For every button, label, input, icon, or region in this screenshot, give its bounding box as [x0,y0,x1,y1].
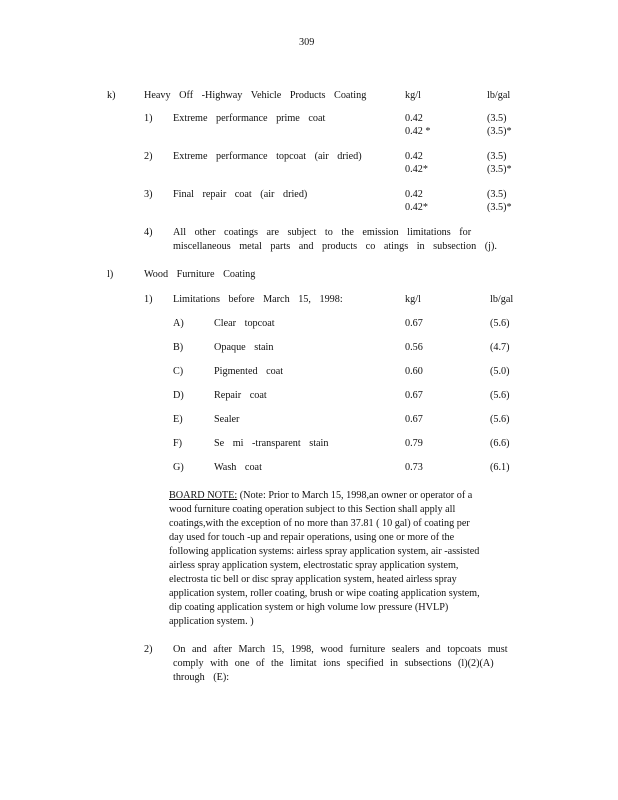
coating-row-lb: (5.6) [490,414,510,425]
section-k-unit-metric: kg/l [405,90,421,101]
board-note-first-line [169,489,529,503]
coating-row-letter: F) [173,438,183,449]
coating-row-lb: (4.7) [490,342,510,353]
page-number: 309 [299,37,315,48]
k-item-kg-value: 0.42 [405,189,423,200]
k-item-lb-value: (3.5) [487,189,507,200]
k-item-lb-value: (3.5) [487,113,507,124]
coating-row-kg: 0.73 [405,462,423,473]
coating-row-name: Opaque stain [214,342,274,353]
k-item-kg-value-alt: 0.42 * [405,126,431,137]
coating-row-lb: (5.0) [490,366,510,377]
board-note-line: day used for touch -up and repair operations, using one or more of the [169,532,455,543]
k-item4-line: All other coatings are subject to the emission limitations for [173,227,472,238]
coating-row-name: Clear topcoat [214,318,275,329]
l-sub1-label: Limitations before March 15, 1998: [173,294,343,305]
k-item-label: Final repair coat (air dried) [173,189,308,200]
k-item-lb-value: (3.5) [487,151,507,162]
coating-row-kg: 0.67 [405,414,423,425]
board-note-line: (Note: Prior to March 15, 1998,an owner or operator of a [237,490,473,501]
k-item4-line: miscellaneous metal parts and products co atings in subsection (j). [173,241,497,252]
k-item-number: 3) [144,189,153,200]
board-note-line: application system, roller coating, brush or wipe coating application system, [169,588,480,599]
k-item-lb-value-alt: (3.5)* [487,202,512,213]
coating-row-letter: A) [173,318,184,329]
k-item-number: 2) [144,151,153,162]
coating-row-letter: E) [173,414,183,425]
section-l-title: Wood Furniture Coating [144,269,256,280]
coating-row-letter: D) [173,390,184,401]
coating-row-kg: 0.79 [405,438,423,449]
k-item-lb-value-alt: (3.5)* [487,164,512,175]
l-sub1-number: 1) [144,294,153,305]
k-item-label: Extreme performance prime coat [173,113,326,124]
k-item-kg-value-alt: 0.42* [405,164,428,175]
coating-row-kg: 0.67 [405,390,423,401]
coating-row-kg: 0.60 [405,366,423,377]
k-item-kg-value: 0.42 [405,113,423,124]
k-item-kg-value: 0.42 [405,151,423,162]
board-note-line: following application systems: airless spray application system, air -assisted [169,546,480,557]
k-item-label: Extreme performance topcoat (air dried) [173,151,362,162]
coating-row-name: Sealer [214,414,240,425]
coating-row-name: Repair coat [214,390,267,401]
coating-row-lb: (5.6) [490,390,510,401]
section-l-marker: l) [107,269,114,280]
coating-row-lb: (6.6) [490,438,510,449]
l-sub2-number: 2) [144,644,153,655]
l-sub1-unit-english: lb/gal [490,294,514,305]
k-item-lb-value-alt: (3.5)* [487,126,512,137]
coating-row-letter: C) [173,366,184,377]
board-note-line: coatings,with the exception of no more than 37.81 ( 10 gal) of coating per [169,518,470,529]
section-k-title: Heavy Off -Highway Vehicle Products Coating [144,90,367,101]
board-note-line: wood furniture coating operation subject to this Section shall apply all [169,504,456,515]
section-k-unit-english: lb/gal [487,90,511,101]
coating-row-name: Wash coat [214,462,262,473]
board-note-line: airless spray application system, electrostatic spray application system, [169,560,459,571]
l-sub2-line: through (E): [173,672,230,683]
coating-row-letter: B) [173,342,184,353]
coating-row-kg: 0.56 [405,342,423,353]
l-sub1-unit-metric: kg/l [405,294,421,305]
coating-row-name: Pigmented coat [214,366,284,377]
board-note-line: electrosta tic bell or disc spray application system, heated airless spray [169,574,457,585]
section-k-marker: k) [107,90,116,101]
coating-row-kg: 0.67 [405,318,423,329]
coating-row-lb: (6.1) [490,462,510,473]
l-sub2-line: On and after March 15, 1998, wood furniture sealers and topcoats must [173,644,508,655]
k-item-number: 1) [144,113,153,124]
l-sub2-line: comply with one of the limitat ions specified in subsections (l)(2)(A) [173,658,494,669]
k-item-kg-value-alt: 0.42* [405,202,428,213]
coating-row-lb: (5.6) [490,318,510,329]
coating-row-letter: G) [173,462,184,473]
board-note-line: dip coating application system or high volume low pressure (HVLP) [169,602,449,613]
board-note-line: application system. ) [169,616,254,627]
board-note-label: BOARD NOTE: [169,490,238,501]
coating-row-name: Se mi -transparent stain [214,438,329,449]
k-item-number: 4) [144,227,153,238]
